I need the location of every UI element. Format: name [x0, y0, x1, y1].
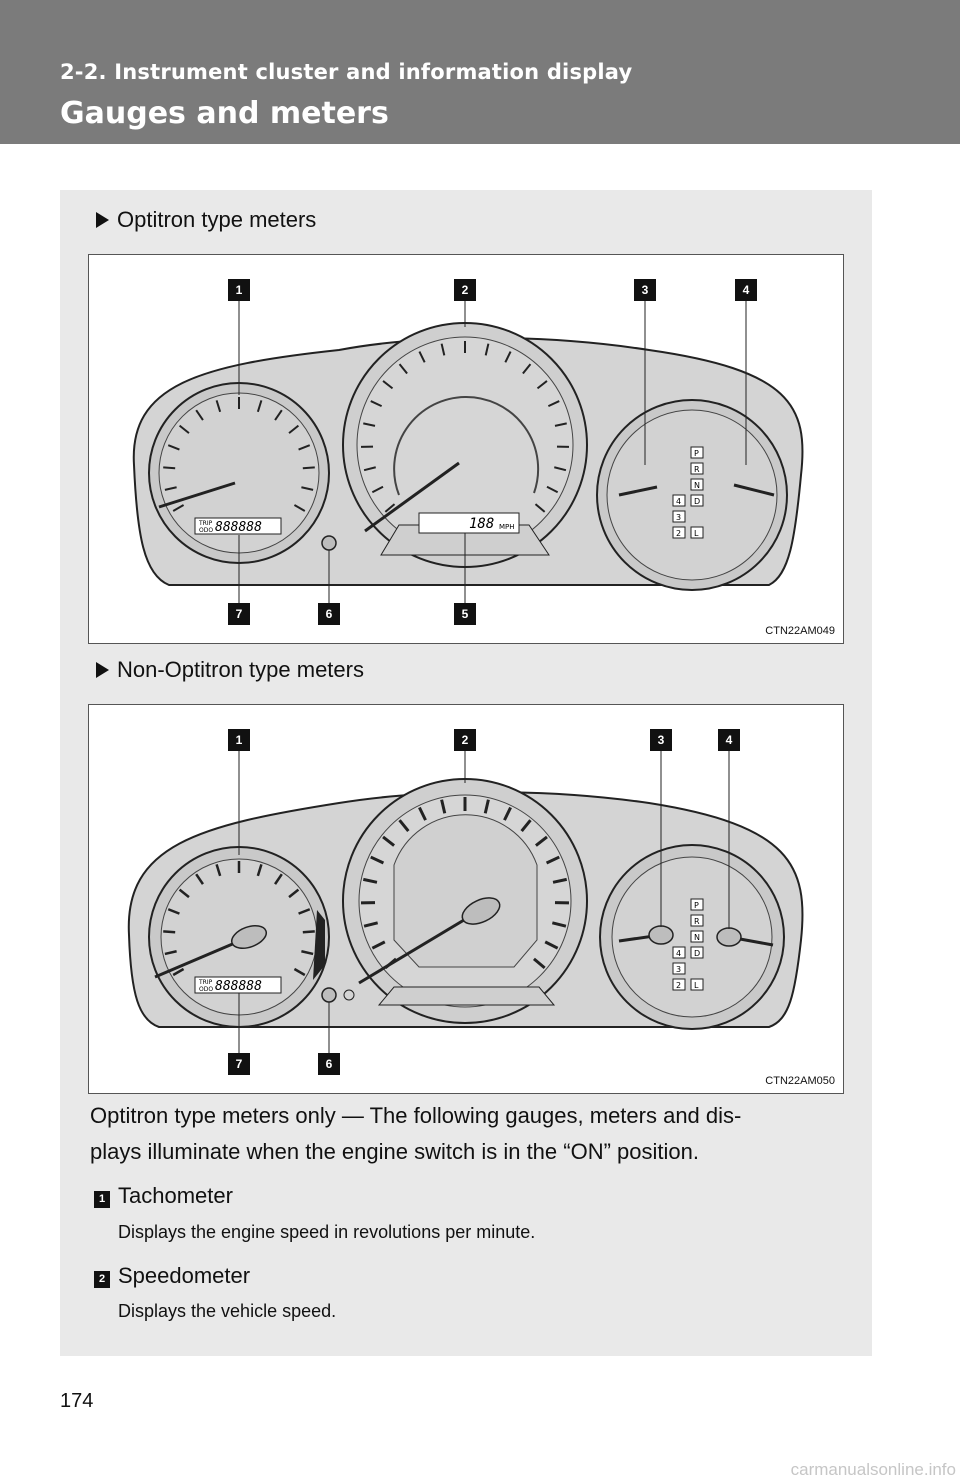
gauge-tick — [303, 467, 315, 468]
callout-3: 3 — [650, 729, 672, 751]
item-speedometer-desc: Displays the vehicle speed. — [118, 1301, 337, 1321]
gear-label: L — [694, 529, 699, 538]
gear-label: N — [694, 933, 700, 942]
gear-label: N — [694, 481, 700, 490]
callout-3: 3 — [634, 279, 656, 301]
gear-label: R — [694, 917, 700, 926]
callout-1: 1 — [228, 729, 250, 751]
gear-label: 4 — [676, 949, 682, 958]
callout-4: 4 — [718, 729, 740, 751]
callout-7: 7 — [228, 1053, 250, 1075]
header-bar — [0, 0, 960, 144]
indicator-light-icon — [322, 988, 336, 1002]
odo-trip-label: TRIP — [199, 520, 213, 527]
gear-label: P — [694, 901, 699, 910]
odo-odo-label: ODO — [199, 986, 214, 993]
gear-label: 2 — [676, 529, 682, 538]
callout-2: 2 — [454, 729, 476, 751]
callout-4: 4 — [735, 279, 757, 301]
odometer-digits: 888888 — [215, 520, 262, 535]
optitron-cluster-illustration — [89, 255, 845, 645]
gear-label: R — [694, 465, 700, 474]
figure-code: CTN22AM049 — [765, 625, 835, 637]
odo-trip-label: TRIP — [199, 979, 213, 986]
figure-non-optitron — [88, 704, 844, 1094]
item-number-badge: 2 — [94, 1271, 110, 1288]
speed-unit: MPH — [499, 523, 515, 531]
section-label: 2-2. Instrument cluster and information display — [60, 60, 633, 84]
speed-digits: 188 — [469, 516, 495, 532]
triangle-bullet-icon — [96, 212, 109, 228]
callout-6: 6 — [318, 603, 340, 625]
intro-line-1: Optitron type meters only — The following gauges, meters and dis- — [90, 1103, 742, 1128]
subhead-optitron-label: Optitron type meters — [117, 207, 317, 232]
odometer-digits: 888888 — [215, 979, 262, 994]
gear-label: D — [694, 949, 701, 958]
indicator-light-icon — [322, 536, 336, 550]
page-title: Gauges and meters — [60, 96, 389, 131]
subhead-non-optitron-label: Non-Optitron type meters — [117, 657, 364, 682]
item-label: Tachometer — [118, 1183, 233, 1208]
intro-line-2: plays illuminate when the engine switch is in the “ON” position. — [90, 1139, 699, 1164]
item-number-badge: 1 — [94, 1191, 110, 1208]
watermark: carmanualsonline.info — [790, 1460, 956, 1479]
intro-paragraph — [90, 1098, 850, 1170]
callout-2: 2 — [454, 279, 476, 301]
gear-label: 3 — [676, 513, 682, 522]
gear-label: 4 — [676, 497, 682, 506]
subhead-optitron — [96, 207, 316, 233]
page-number: 174 — [60, 1390, 94, 1412]
item-tachometer — [94, 1183, 233, 1209]
odo-odo-label: ODO — [199, 527, 214, 534]
gauge-tick — [303, 931, 315, 932]
subhead-non-optitron — [96, 657, 364, 683]
gear-label: P — [694, 449, 699, 458]
gear-label: 3 — [676, 965, 682, 974]
non-optitron-cluster-illustration — [89, 705, 845, 1095]
callout-5: 5 — [454, 603, 476, 625]
callout-6: 6 — [318, 1053, 340, 1075]
callout-7: 7 — [228, 603, 250, 625]
item-tachometer-desc: Displays the engine speed in revolutions per minute. — [118, 1222, 536, 1242]
figure-code: CTN22AM050 — [765, 1075, 835, 1087]
gear-label: 2 — [676, 981, 682, 990]
gauge-tick — [163, 931, 175, 932]
callout-1: 1 — [228, 279, 250, 301]
gear-label: L — [694, 981, 699, 990]
gauge-tick — [163, 467, 175, 468]
item-speedometer — [94, 1263, 250, 1289]
item-label: Speedometer — [118, 1263, 251, 1288]
gear-label: D — [694, 497, 701, 506]
triangle-bullet-icon — [96, 662, 109, 678]
figure-optitron — [88, 254, 844, 644]
